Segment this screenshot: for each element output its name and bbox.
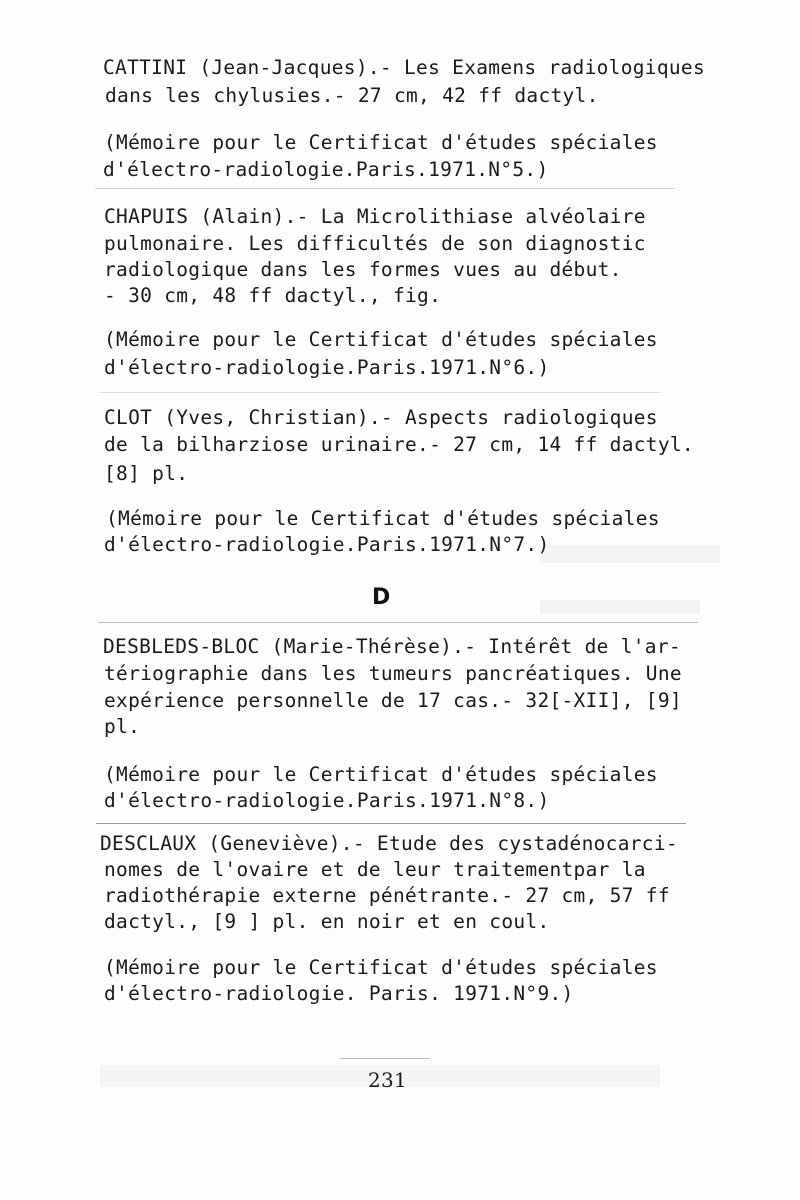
entry-clot-memo-2: d'électro-radiologie.Paris.1971.N°7.) [104, 533, 550, 556]
entry-cattini-memo-1: (Mémoire pour le Certificat d'études spéciales [104, 131, 658, 154]
entry-desbleds-line-2: tériographie dans les tumeurs pancréatiques. Une [104, 662, 682, 685]
entry-desbleds-line-4: pl. [104, 715, 141, 738]
entry-desbleds-memo-2: d'électro-radiologie.Paris.1971.N°8.) [104, 789, 550, 812]
entry-cattini-line-2: dans les chylusies.- 27 cm, 42 ff dactyl. [105, 84, 599, 107]
page-number: 231 [368, 1068, 408, 1092]
entry-clot-memo-1: (Mémoire pour le Certificat d'études spéciales [106, 507, 660, 530]
separator-rule [100, 392, 660, 393]
page-number-rule [340, 1058, 430, 1059]
entry-clot-line-3: [8] pl. [104, 462, 189, 485]
entry-desbleds-line-1: DESBLEDS-BLOC (Marie-Thérèse).- Intérêt de l'ar- [103, 635, 681, 658]
section-letter: D [372, 585, 391, 610]
entry-clot-line-1: CLOT (Yves, Christian).- Aspects radiologiques [104, 406, 658, 429]
entry-desclaux-line-4: dactyl., [9 ] pl. en noir et en coul. [104, 910, 550, 933]
entry-chapuis-memo-1: (Mémoire pour le Certificat d'études spéciales [104, 328, 658, 351]
entry-clot-line-2: de la bilharziose urinaire.- 27 cm, 14 ff dactyl. [104, 433, 694, 456]
ghost-smudge [540, 545, 720, 563]
entry-desclaux-memo-1: (Mémoire pour le Certificat d'études spéciales [104, 956, 658, 979]
entry-chapuis-line-4: - 30 cm, 48 ff dactyl., fig. [104, 284, 442, 307]
entry-chapuis-line-2: pulmonaire. Les difficultés de son diagnostic [104, 232, 646, 255]
entry-cattini-memo-2: d'électro-radiologie.Paris.1971.N°5.) [103, 158, 549, 181]
separator-rule [95, 188, 675, 189]
entry-desclaux-line-2: nomes de l'ovaire et de leur traitementpar la [104, 858, 646, 881]
entry-desclaux-memo-2: d'électro-radiologie. Paris. 1971.N°9.) [104, 982, 574, 1005]
entry-chapuis-line-3: radiologique dans les formes vues au début. [104, 258, 622, 281]
entry-desclaux-line-3: radiothérapie externe pénétrante.- 27 cm, 57 ff [104, 884, 670, 907]
entry-chapuis-memo-2: d'électro-radiologie.Paris.1971.N°6.) [104, 356, 550, 379]
entry-desbleds-line-3: expérience personnelle de 17 cas.- 32[-XII], [9] [104, 689, 682, 712]
entry-desbleds-memo-1: (Mémoire pour le Certificat d'études spéciales [104, 763, 658, 786]
separator-rule [98, 622, 698, 623]
entry-desclaux-line-1: DESCLAUX (Geneviève).- Etude des cystadénocarci- [100, 832, 678, 855]
ghost-smudge [540, 600, 700, 614]
entry-chapuis-line-1: CHAPUIS (Alain).- La Microlithiase alvéolaire [104, 205, 646, 228]
separator-rule [96, 823, 686, 824]
entry-cattini-line-1: CATTINI (Jean-Jacques).- Les Examens radiologiques [103, 56, 705, 79]
